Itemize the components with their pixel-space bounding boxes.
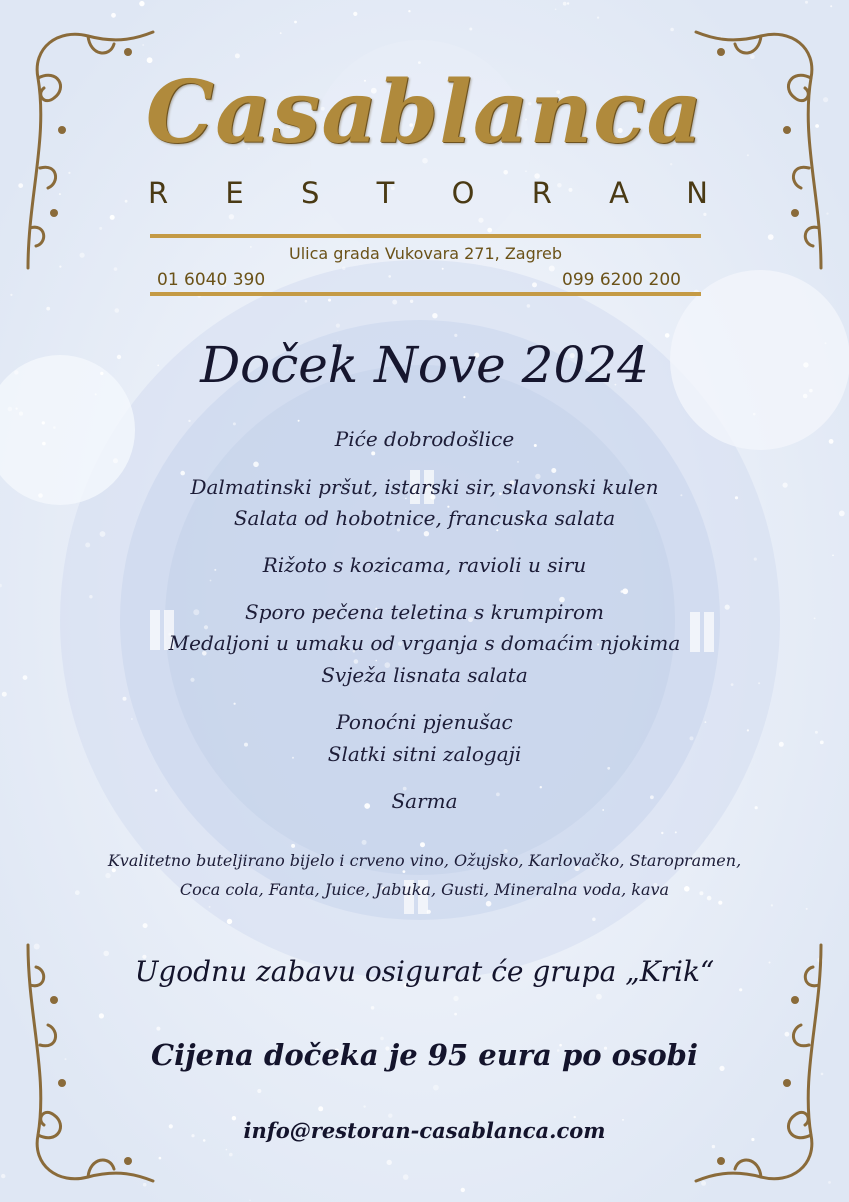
menu-main-line: Svježa lisnata salata [321,663,528,687]
snow-speck [234,703,236,705]
snow-speck [342,267,345,270]
snow-speck [392,300,397,305]
menu-midnight-line: Slatki sitni zalogaji [327,742,522,766]
phone-mobile: 099 6200 200 [562,270,681,290]
snow-speck [229,1153,233,1157]
snow-speck [46,307,50,311]
snow-speck [115,308,120,313]
snow-speck [123,697,127,701]
menu-midnight-line: Ponoćni pjenušac [336,710,513,734]
snow-speck [16,408,18,410]
drinks-list [40,846,809,904]
snow-speck [525,170,527,172]
snow-speck [188,420,190,422]
snow-speck [549,266,555,272]
menu-main-line: Medaljoni u umaku od vrganja s domaćim njokima [168,631,681,655]
snow-speck [527,304,531,308]
snow-speck [353,12,357,16]
subtitle-letter: O [451,176,475,210]
subtitle-letter: A [609,176,629,210]
snow-speck [670,163,672,165]
price-note: Cijena dočeka je 95 eura po osobi [151,1038,698,1072]
snow-speck [442,268,444,270]
snow-speck [433,1085,439,1091]
drinks-line: Coca cola, Fanta, Juice, Jabuka, Gusti, Mineralna voda, kava [179,880,670,899]
menu-starter-line: Dalmatinski pršut, istarski sir, slavonski kulen [190,475,659,499]
snow-speck [463,396,465,398]
snow-speck [139,1,144,6]
snow-speck [371,1006,375,1010]
snow-speck [226,1149,228,1151]
snow-speck [305,300,308,303]
snow-speck [803,394,808,399]
entertainment-note: Ugodnu zabavu osigurat će grupa „Krik“ [134,955,715,988]
divider-bottom [150,292,701,296]
snow-speck [318,1106,323,1111]
snow-speck [597,17,599,19]
snow-speck [805,1,808,4]
snow-speck [85,543,90,548]
snow-speck [2,692,7,697]
snow-speck [622,588,628,594]
subtitle-letter: T [376,176,395,210]
subtitle-letter: R [531,176,552,210]
snow-speck [454,1013,457,1016]
snow-speck [771,904,773,906]
snow-speck [227,919,232,924]
snow-speck [159,1157,162,1160]
snow-speck [113,458,118,463]
snow-speck [555,9,557,11]
snow-speck [298,420,300,422]
menu-main-line: Sporo pečena teletina s krumpirom [245,600,604,624]
subtitle-letter: S [300,176,320,210]
menu-starter-line: Salata od hobotnice, francuska salata [233,506,616,530]
snow-speck [503,170,508,175]
snow-speck [249,1200,251,1202]
snow-speck [362,840,367,845]
snow-speck [806,908,808,910]
menu-welcome-drink: Piće dobrodošlice [334,427,515,451]
snow-speck [753,413,756,416]
snow-speck [336,324,340,328]
snow-speck [427,910,431,914]
snow-speck [387,1160,392,1165]
snow-speck [410,300,413,303]
address: Ulica grada Vukovara 271, Zagreb [289,244,562,263]
snow-speck [408,10,410,12]
menu-course-line: Rižoto s kozicama, ravioli u siru [262,553,587,577]
subtitle-letter: N [686,176,708,210]
snow-speck [478,218,483,223]
snow-speck [257,1089,261,1093]
snow-speck [328,299,331,302]
snow-speck [432,313,437,318]
snow-speck [388,275,391,278]
snow-speck [487,228,492,233]
snow-speck [19,412,23,416]
drinks-line: Kvalitetno buteljirano bijelo i crveno vino, Ožujsko, Karlovačko, Staropramen, [107,851,742,870]
snow-speck [675,831,677,833]
snow-speck [453,996,458,1001]
snow-speck [235,53,240,58]
snow-speck [253,462,259,468]
snow-speck [567,2,569,4]
snow-speck [8,407,13,412]
menu-late-dish: Sarma [391,789,458,813]
subtitle-letter: R [148,176,169,210]
snow-speck [596,994,602,1000]
subtitle-letter: E [225,176,244,210]
snow-speck [1,1174,5,1178]
snow-speck [209,906,211,908]
snow-speck [469,28,472,31]
divider-top [150,234,701,238]
phone-landline: 01 6040 390 [157,270,266,290]
snow-speck [280,32,282,34]
contact-email[interactable]: info@restoran-casablanca.com [243,1118,606,1143]
snow-speck [563,2,567,6]
snow-speck [111,13,116,18]
snow-speck [517,461,519,463]
snow-speck [661,832,663,834]
snow-speck [294,21,297,24]
snow-speck [830,5,832,7]
snow-speck [10,294,12,296]
snow-speck [670,28,674,32]
snow-speck [229,214,234,219]
snow-speck [461,1188,465,1192]
snow-speck [363,1105,365,1107]
snow-speck [592,918,596,922]
event-title: Doček Nove 2024 [200,336,649,394]
snow-speck [532,282,537,287]
restaurant-subtitle [148,176,708,210]
snow-speck [403,1174,409,1180]
restaurant-logo-name: Casablanca [145,62,704,163]
